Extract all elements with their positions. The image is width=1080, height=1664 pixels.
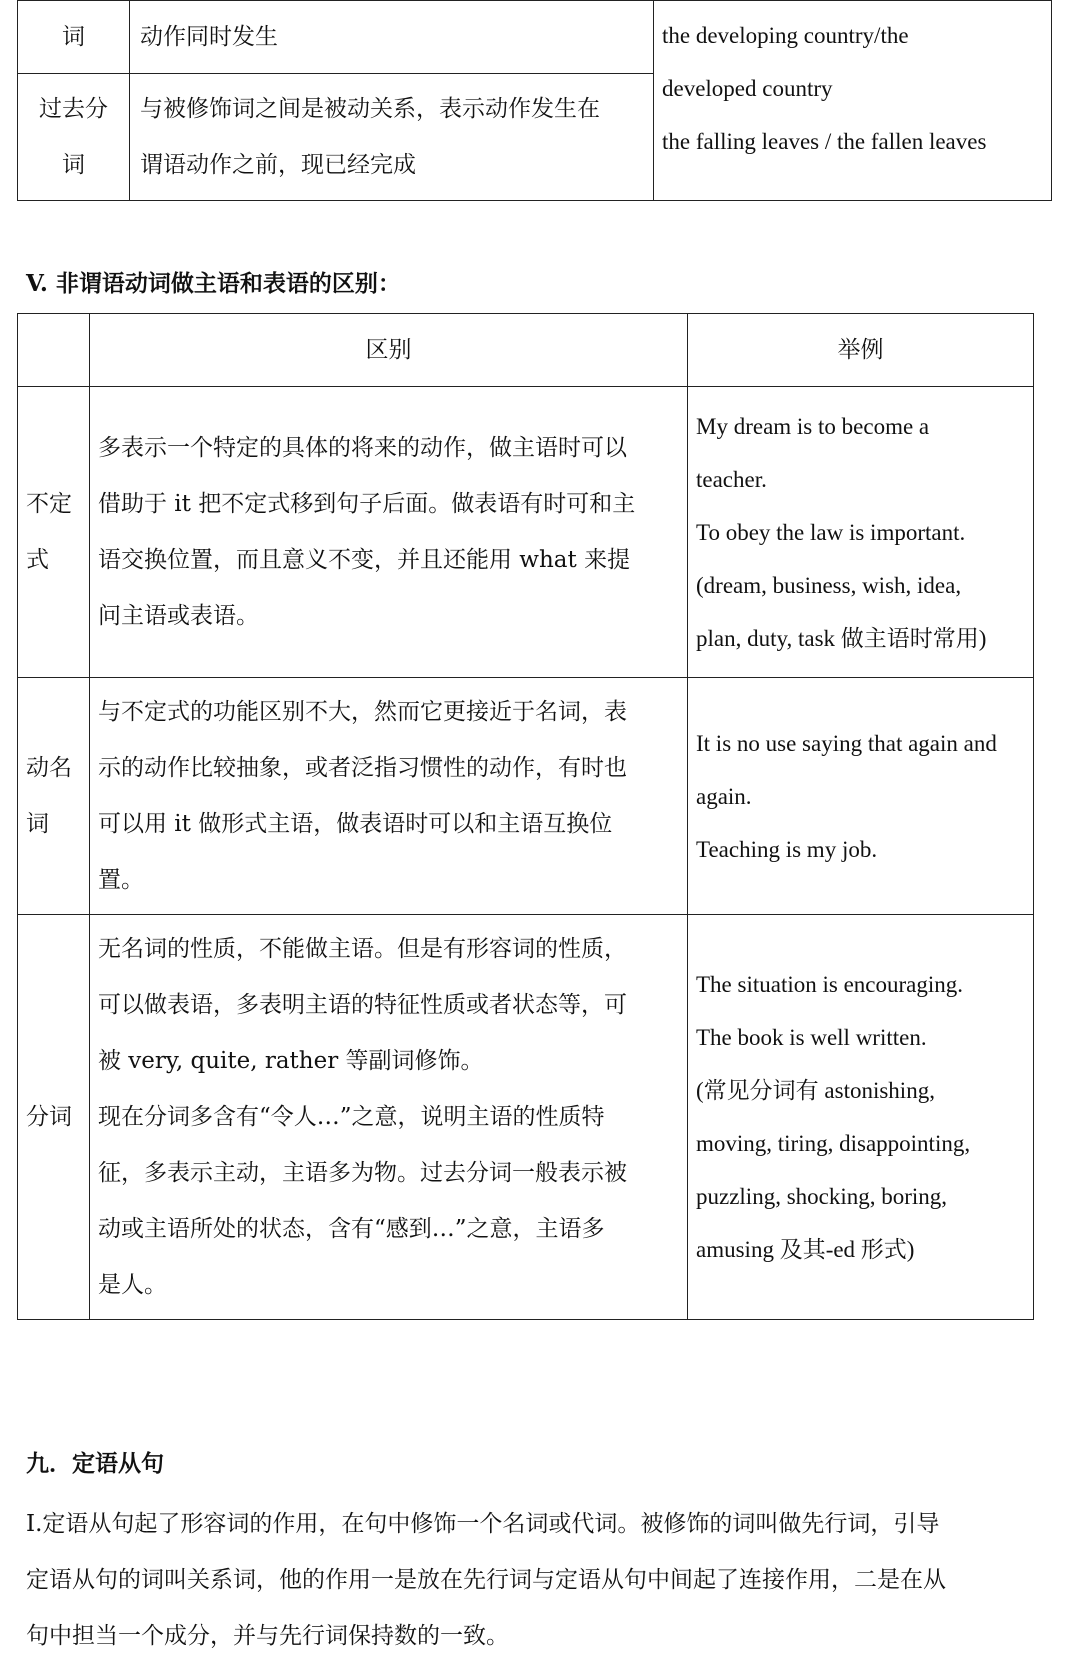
desc-line: 被 very, quite, rather 等副词修饰。 [98,1048,484,1074]
row-examples [688,915,1034,1320]
table-row [18,1,1052,74]
table-row-participle [18,915,1034,1320]
example-line: the developing country/the [662,23,909,48]
row-description: 与被修饰词之间是被动关系，表示动作发生在 谓语动作之前，现已经完成 [130,74,654,201]
example-line: The book is well written. [696,1025,927,1050]
table-header-row [18,314,1034,387]
paragraph-line: I.定语从句起了形容词的作用，在句中修饰一个名词或代词。被修饰的词叫做先行词，引导 [26,1511,940,1537]
example-line: plan, duty, task 做主语时常用) [696,625,987,651]
example-line: It is no use saying that again and [696,730,997,756]
example-line: teacher. [696,466,767,492]
row-description: 动作同时发生 [130,1,654,74]
participle-modifier-table [17,0,1052,201]
desc-line: 可以用 it 做形式主语，做表语时可以和主语互换位 [98,811,613,837]
example-line: the falling leaves / the fallen leaves [662,129,987,154]
row-description [90,678,688,915]
header-empty [18,314,90,387]
desc-line: 征，多表示主动，主语多为物。过去分词一般表示被 [98,1160,627,1186]
header-example: 举例 [688,314,1034,387]
row-description [90,387,688,678]
desc-line: 无名词的性质，不能做主语。但是有形容词的性质， [98,936,627,962]
row-label: 词 [18,1,130,74]
row-label: 动名 词 [18,678,90,915]
desc-line: 动或主语所处的状态，含有“感到…”之意，主语多 [98,1216,605,1242]
desc-line: 示的动作比较抽象，或者泛指习惯性的动作，有时也 [98,755,627,781]
subject-predicative-table [17,313,1034,1320]
desc-line: 现在分词多含有“令人…”之意，说明主语的性质特 [98,1104,605,1130]
row-examples [688,678,1034,915]
row-description [90,915,688,1320]
table-row-gerund [18,678,1034,915]
example-line: again. [696,783,752,809]
desc-line: 问主语或表语。 [98,603,259,629]
example-line: To obey the law is important. [696,519,966,545]
section-paragraph [26,1496,1036,1664]
example-line: moving, tiring, disappointing, [696,1131,971,1156]
example-line: (dream, business, wish, idea, [696,572,962,598]
desc-line: 多表示一个特定的具体的将来的动作，做主语时可以 [98,435,627,461]
example-line: amusing 及其-ed 形式) [696,1237,915,1262]
example-line: My dream is to become a [696,413,930,439]
row-examples [688,387,1034,678]
section-title: 九．定语从句 [26,1450,164,1477]
header-difference: 区别 [90,314,688,387]
desc-line: 语交换位置，而且意义不变，并且还能用 what 来提 [98,547,631,573]
example-line: (常见分词有 astonishing, [696,1078,935,1103]
table-row-infinitive [18,387,1034,678]
paragraph-line: 句中担当一个成分，并与先行词保持数的一致。 [26,1623,509,1649]
section-heading: V. 非谓语动词做主语和表语的区别： [26,270,401,297]
row-label: 分词 [18,915,90,1320]
example-line: The situation is encouraging. [696,972,963,997]
example-line: puzzling, shocking, boring, [696,1184,948,1209]
desc-line: 借助于 it 把不定式移到句子后面。做表语有时可和主 [98,491,636,517]
desc-line: 可以做表语，多表明主语的特征性质或者状态等，可 [98,992,627,1018]
example-line: Teaching is my job. [696,836,878,862]
desc-line: 置。 [98,867,144,893]
example-line: developed country [662,76,833,101]
row-label: 不定 式 [18,387,90,678]
examples-cell [654,1,1052,201]
row-label: 过去分 词 [18,74,130,201]
paragraph-line: 定语从句的词叫关系词，他的作用一是放在先行词与定语从句中间起了连接作用，二是在从 [26,1567,946,1593]
desc-line: 与不定式的功能区别不大，然而它更接近于名词，表 [98,699,627,725]
desc-line: 是人。 [98,1272,167,1298]
